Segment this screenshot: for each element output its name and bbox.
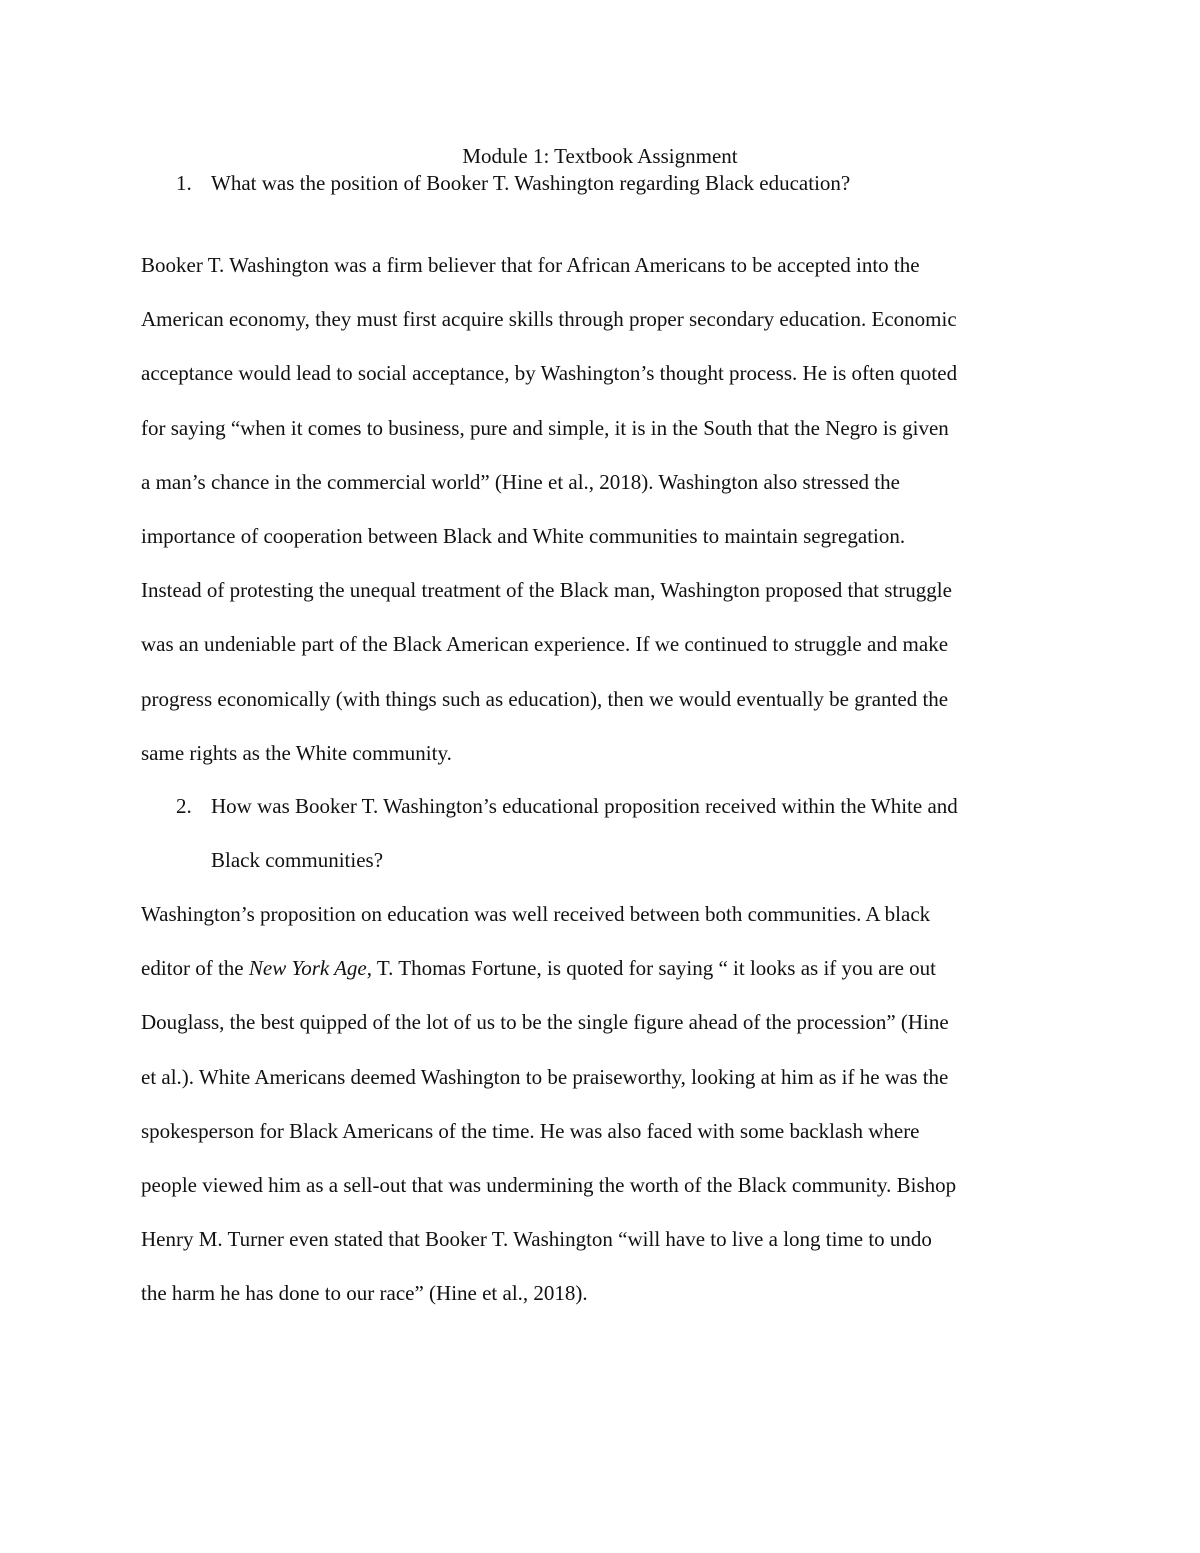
answer-line: progress economically (with things such as education), then we would eventually be granted the	[141, 686, 949, 711]
question-number: 2.	[176, 794, 192, 818]
answer-2	[141, 887, 1071, 1321]
answer-line: the harm he has done to our race” (Hine et al., 2018).	[141, 1281, 588, 1306]
answer-line: et al.). White Americans deemed Washington to be praiseworthy, looking at him as if he was the	[141, 1064, 949, 1089]
answer-line: American economy, they must first acquire skills through proper secondary education. Economic	[141, 307, 957, 332]
answer-line: was an undeniable part of the Black American experience. If we continued to struggle and make	[141, 632, 949, 657]
answer-line: spokesperson for Black Americans of the time. He was also faced with some backlash where	[141, 1118, 920, 1143]
answer-line: people viewed him as a sell-out that was undermining the worth of the Black community. Bishop	[141, 1173, 957, 1198]
question-2	[176, 779, 1076, 887]
question-text-line: Black communities?	[211, 848, 384, 872]
answer-line: acceptance would lead to social acceptance, by Washington’s thought process. He is often quoted	[141, 361, 958, 386]
answer-text-segment: editor of the	[141, 956, 249, 981]
answer-1	[141, 238, 1071, 780]
question-text: What was the position of Booker T. Washington regarding Black education?	[211, 171, 851, 195]
answer-line	[141, 941, 1071, 995]
publication-title: New York Age	[248, 956, 367, 981]
answer-text-segment: , T. Thomas Fortune, is quoted for saying “ it looks as if you are out	[366, 956, 937, 981]
question-number: 1.	[176, 171, 192, 195]
answer-line: for saying “when it comes to business, pure and simple, it is in the South that the Negro is given	[141, 415, 949, 440]
answer-line: Washington’s proposition on education was well received between both communities. A black	[141, 902, 931, 926]
question-1	[176, 156, 1076, 210]
answer-line: Henry M. Turner even stated that Booker T. Washington “will have to live a long time to undo	[141, 1227, 932, 1252]
answer-line: Booker T. Washington was a firm believer that for African Americans to be accepted into the	[141, 253, 920, 277]
answer-line: importance of cooperation between Black and White communities to maintain segregation.	[141, 524, 906, 549]
answer-line: a man’s chance in the commercial world” (Hine et al., 2018). Washington also stressed the	[141, 469, 900, 494]
answer-line: same rights as the White community.	[141, 740, 452, 765]
answer-line: Instead of protesting the unequal treatment of the Black man, Washington proposed that struggle	[141, 578, 952, 603]
question-text-line: How was Booker T. Washington’s educational proposition received within the White and	[211, 794, 958, 818]
answer-line: Douglass, the best quipped of the lot of us to be the single figure ahead of the procession” (Hine	[141, 1010, 949, 1035]
page-title: Module 1: Textbook Assignment	[462, 144, 738, 168]
